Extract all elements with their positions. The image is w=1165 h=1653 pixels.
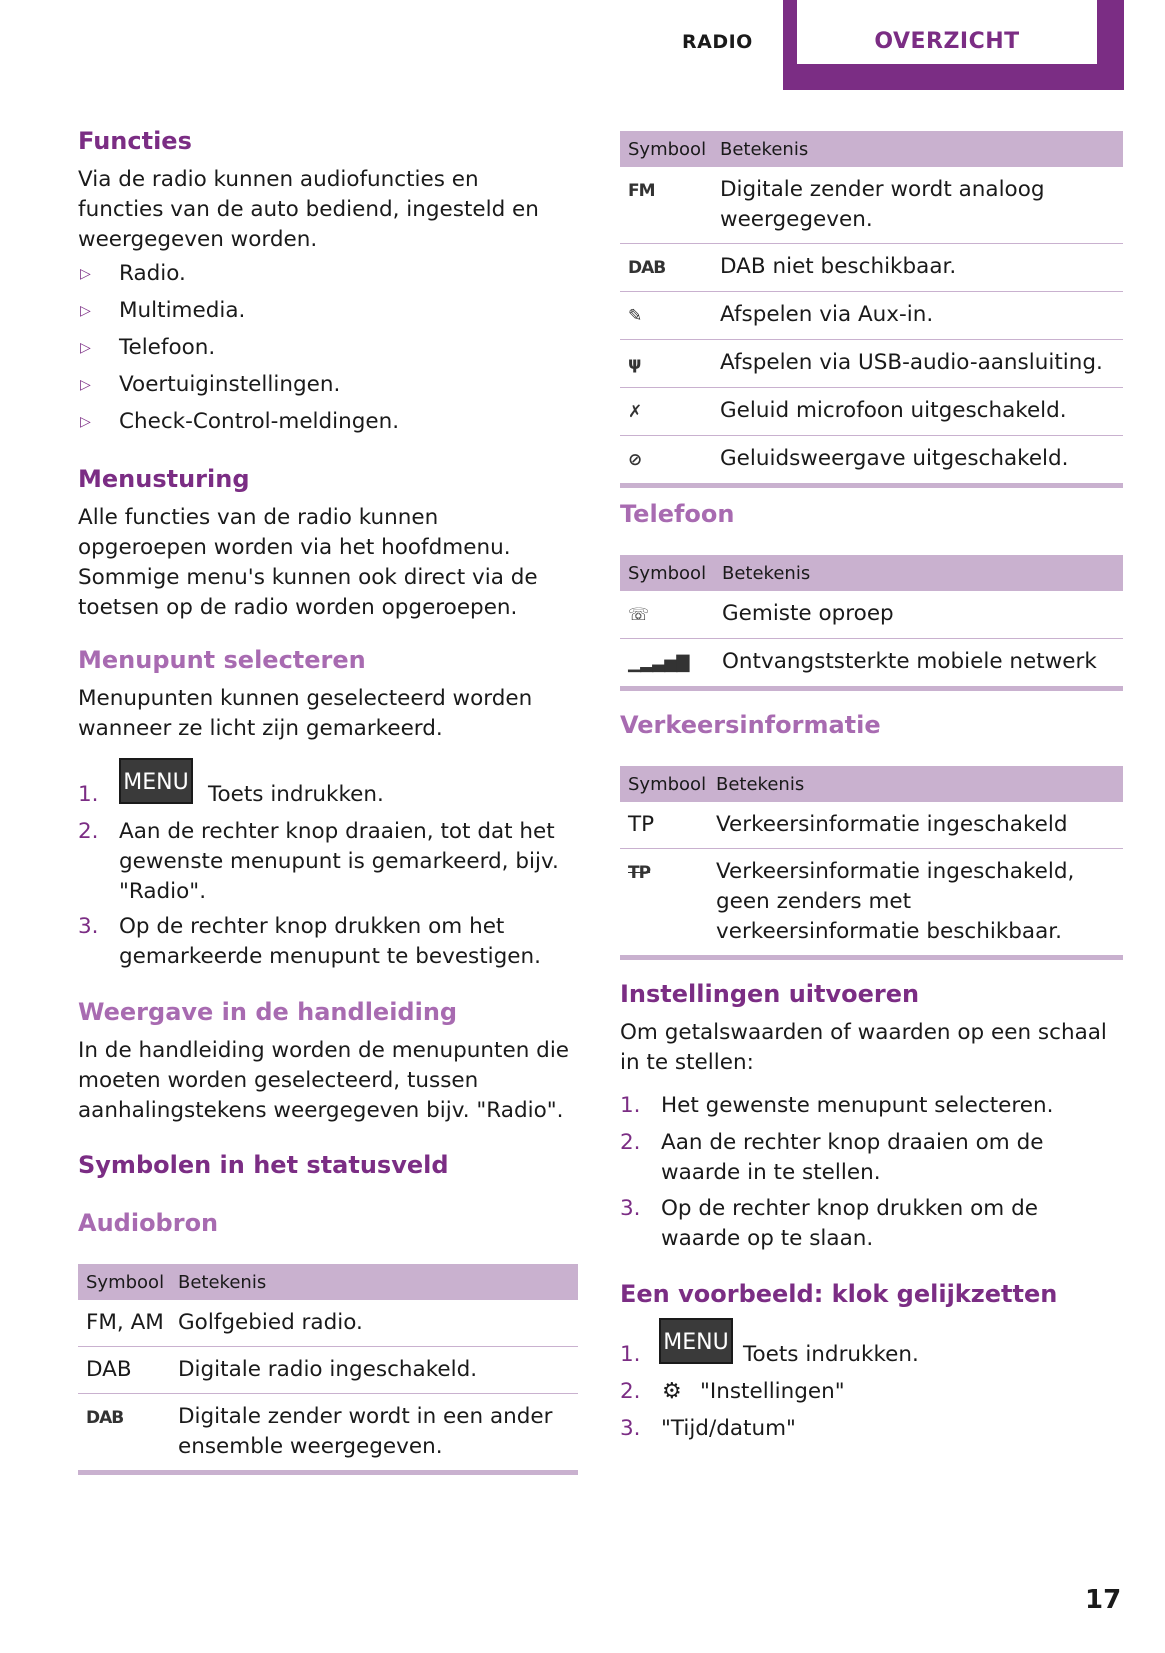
bullet-triangle-icon: ▷ bbox=[80, 266, 91, 282]
weergave-text: In de handleiding worden de menupunten die moeten worden geselecteerd, tussen aanhalingstekens weergegeven bijv. "Radio". bbox=[78, 1038, 570, 1123]
bullet-triangle-icon: ▷ bbox=[80, 340, 91, 356]
mic-muted-icon: ✗ bbox=[628, 402, 642, 422]
meaning-cell: Geluid microfoon uitgeschakeld. bbox=[712, 388, 1123, 436]
symbol-cell bbox=[78, 1394, 170, 1473]
meaning-cell: Afspelen via Aux-in. bbox=[712, 292, 1123, 340]
menupunt-heading: Menupunt selecteren bbox=[78, 646, 366, 674]
table-row bbox=[620, 388, 1123, 436]
table-header-row: Symbool Betekenis bbox=[620, 766, 1123, 802]
meaning-cell: Digitale zender wordt analoog weergegeven. bbox=[712, 167, 1123, 244]
table-header-row: Symbool Betekenis bbox=[620, 555, 1123, 591]
menu-key-icon: MENU bbox=[119, 758, 193, 804]
meaning-cell: DAB niet beschikbaar. bbox=[712, 244, 1123, 292]
header-tab-label: OVERZICHT bbox=[797, 0, 1097, 64]
table-row bbox=[620, 340, 1123, 388]
meaning-cell: Verkeersinformatie ingeschakeld bbox=[708, 802, 1123, 849]
menu-key-icon: MENU bbox=[659, 1318, 733, 1364]
table-header-row: Symbool Betekenis bbox=[620, 131, 1123, 167]
table-row bbox=[620, 292, 1123, 340]
tp-crossed-icon: TP bbox=[628, 863, 651, 883]
meaning-cell: Gemiste oproep bbox=[714, 591, 1123, 639]
page-number: 17 bbox=[1085, 1585, 1122, 1615]
table-row bbox=[78, 1347, 578, 1394]
meaning-cell: Geluidsweergave uitgeschakeld. bbox=[712, 436, 1123, 486]
dab-ensemble-icon: DAB bbox=[86, 1408, 124, 1428]
gear-icon: ⚙ bbox=[662, 1379, 682, 1404]
meaning-cell: Digitale radio ingeschakeld. bbox=[170, 1347, 578, 1394]
meaning-cell: Ontvangststerkte mobiele netwerk bbox=[714, 639, 1123, 689]
symbol-cell: DAB bbox=[78, 1347, 170, 1394]
aux-in-icon: ✎ bbox=[628, 306, 642, 326]
instellingen-heading: Instellingen uitvoeren bbox=[620, 980, 920, 1008]
missed-call-icon: ☏ bbox=[628, 605, 649, 625]
bullet-triangle-icon: ▷ bbox=[80, 377, 91, 393]
instellingen-text: Om getalswaarden of waarden op een schaal in te stellen: bbox=[620, 1020, 1107, 1075]
table-row bbox=[78, 1300, 578, 1347]
header-tab bbox=[783, 0, 1124, 90]
meaning-cell: Digitale zender wordt in een ander ensemble weergegeven. bbox=[170, 1394, 578, 1473]
fm-analog-icon: FM bbox=[628, 181, 655, 201]
table-row bbox=[620, 639, 1123, 689]
telefoon-heading: Telefoon bbox=[620, 500, 735, 528]
table-row bbox=[620, 802, 1123, 849]
meaning-cell: Golfgebied radio. bbox=[170, 1300, 578, 1347]
header-section-label: RADIO bbox=[682, 31, 753, 53]
audiobron-heading: Audiobron bbox=[78, 1209, 219, 1237]
verkeer-table bbox=[620, 766, 1123, 960]
audiobron-table bbox=[78, 1264, 578, 1475]
verkeer-heading: Verkeersinformatie bbox=[620, 711, 881, 739]
usb-icon: ψ bbox=[628, 354, 641, 374]
weergave-heading: Weergave in de handleiding bbox=[78, 998, 458, 1026]
tp-icon: TP bbox=[628, 812, 655, 837]
meaning-cell: Verkeersinformatie ingeschakeld, geen zenders met verkeersinformatie beschikbaar. bbox=[708, 849, 1123, 958]
bullet-triangle-icon: ▷ bbox=[80, 414, 91, 430]
menusturing-text: Alle functies van de radio kunnen opgeroepen worden via het hoofdmenu. Sommige menu's kunnen ook direct via de toetsen op de radio worden opgeroepen. bbox=[78, 505, 538, 620]
table-row bbox=[620, 436, 1123, 486]
table-row bbox=[78, 1394, 578, 1473]
bullet-triangle-icon: ▷ bbox=[80, 303, 91, 319]
table-header-row: Symbool Betekenis bbox=[78, 1264, 578, 1300]
table-row bbox=[620, 167, 1123, 244]
functies-heading: Functies bbox=[78, 127, 192, 155]
menupunt-text: Menupunten kunnen geselecteerd worden wanneer ze licht zijn gemarkeerd. bbox=[78, 686, 533, 741]
telefoon-table bbox=[620, 555, 1123, 691]
meaning-cell: Afspelen via USB-audio-aansluiting. bbox=[712, 340, 1123, 388]
functies-text: Via de radio kunnen audiofuncties en functies van de auto bediend, ingesteld en weergegeven worden. bbox=[78, 167, 539, 252]
table-row bbox=[620, 849, 1123, 958]
symbolen-heading: Symbolen in het statusveld bbox=[78, 1151, 449, 1179]
speaker-muted-icon: ⊘ bbox=[628, 450, 642, 470]
table-row bbox=[620, 244, 1123, 292]
dab-unavailable-icon: DAB bbox=[628, 258, 666, 278]
table-row bbox=[620, 591, 1123, 639]
audio-symbols-table bbox=[620, 131, 1123, 488]
symbol-cell: FM, AM bbox=[78, 1300, 170, 1347]
menusturing-heading: Menusturing bbox=[78, 465, 250, 493]
voorbeeld-heading: Een voorbeeld: klok gelijkzetten bbox=[620, 1280, 1058, 1308]
signal-strength-icon: ▁▂▃▅▇ bbox=[628, 653, 689, 673]
